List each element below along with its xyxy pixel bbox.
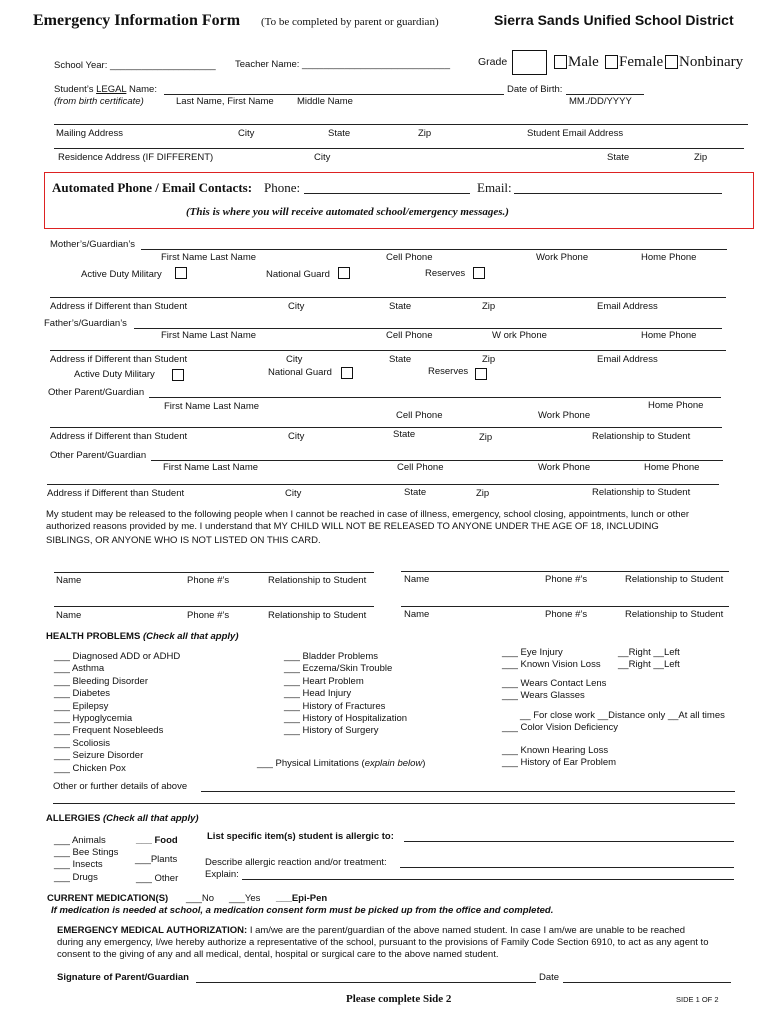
other-guardian-2-cell-caption: Cell Phone <box>397 462 444 473</box>
authorization-line-3: consent to the giving of any and all medical, dental, hospital or surgical care to the above named student. <box>57 949 499 960</box>
health-item[interactable]: ___ Epilepsy <box>54 700 109 712</box>
release-contact-3-line[interactable] <box>54 606 374 607</box>
allergy-explain-line[interactable] <box>242 879 734 880</box>
health-item[interactable]: ___ Chicken Pox <box>54 762 126 774</box>
mailing-zip-caption: Zip <box>418 128 432 139</box>
release-contact-3-phone-caption: Phone #’s <box>187 610 230 621</box>
father-reserves-label: Reserves <box>428 366 469 377</box>
automated-contacts-label: Automated Phone / Email Contacts: <box>52 180 253 195</box>
father-work-caption: W ork Phone <box>492 330 547 341</box>
father-name-line[interactable] <box>134 328 722 329</box>
allergy-animals[interactable]: ___ Animals <box>54 835 106 846</box>
medication-yes[interactable]: ___Yes <box>229 893 261 904</box>
last-first-caption: Last Name, First Name <box>176 96 274 107</box>
other-guardian-1-address-caption: Address if Different than Student <box>50 431 188 442</box>
dob-line[interactable] <box>566 94 644 95</box>
other-guardian-1-label: Other Parent/Guardian <box>48 387 145 398</box>
release-contact-1-relationship-caption: Relationship to Student <box>268 575 367 586</box>
mother-active-duty-label: Active Duty Military <box>81 269 162 280</box>
residence-city-caption: City <box>314 152 331 163</box>
mother-reserves-label: Reserves <box>425 268 466 279</box>
mother-home-caption: Home Phone <box>641 252 697 263</box>
female-label: Female <box>619 54 664 70</box>
mother-city-caption: City <box>288 301 305 312</box>
health-item[interactable]: ___ Head Injury <box>284 688 352 700</box>
date-label: Date <box>539 972 560 983</box>
health-item[interactable]: ___ Heart Problem <box>284 675 364 687</box>
allergy-food[interactable]: ___ Food <box>136 835 178 846</box>
nonbinary-label: Nonbinary <box>679 54 744 70</box>
allergies-heading: ALLERGIES (Check all that apply) <box>46 813 199 824</box>
residence-line[interactable] <box>54 148 744 149</box>
mother-national-guard-checkbox[interactable] <box>338 267 350 279</box>
father-active-duty-label: Active Duty Military <box>74 369 155 380</box>
release-contact-2-name-caption: Name <box>404 574 430 585</box>
mother-cell-caption: Cell Phone <box>386 252 433 263</box>
release-paragraph-line-1: My student may be released to the following people when I cannot be reached in case of illness, emergency, school closing, appointments, lunch or other <box>46 509 690 520</box>
automated-phone-field[interactable] <box>304 193 470 194</box>
other-guardian-2-state-caption: State <box>404 487 427 498</box>
other-guardian-1-work-caption: Work Phone <box>538 410 591 421</box>
other-guardian-1-state-caption: State <box>393 429 416 440</box>
father-address-line[interactable] <box>50 350 726 351</box>
other-guardian-2-work-caption: Work Phone <box>538 462 591 473</box>
other-guardian-2-home-caption: Home Phone <box>644 462 700 473</box>
release-contact-3-relationship-caption: Relationship to Student <box>268 610 367 621</box>
release-contact-2-line[interactable] <box>401 571 729 572</box>
other-guardian-2-city-caption: City <box>285 488 302 499</box>
school-year-field[interactable]: School Year: ____________________ <box>54 60 216 71</box>
automated-contacts-note: (This is where you will receive automated school/emergency messages.) <box>186 206 509 218</box>
female-checkbox[interactable] <box>605 55 618 69</box>
other-guardian-2-relationship-caption: Relationship to Student <box>592 487 691 498</box>
health-problems-heading: HEALTH PROBLEMS (Check all that apply) <box>46 631 239 642</box>
contact-lens-item[interactable]: ___ Wears Contact Lens <box>502 678 607 689</box>
vision-loss-item[interactable]: ___ Known Vision Loss <box>502 659 601 670</box>
mailing-state-caption: State <box>328 128 351 139</box>
father-email-caption: Email Address <box>597 354 658 365</box>
allergy-reaction-line[interactable] <box>400 867 734 868</box>
mother-address-line[interactable] <box>50 297 726 298</box>
form-title: Emergency Information Form <box>33 12 241 29</box>
other-details-label: Other or further details of above <box>53 781 188 792</box>
glasses-item[interactable]: ___ Wears Glasses <box>502 690 585 701</box>
teacher-name-field[interactable]: Teacher Name: ____________________________ <box>235 59 450 70</box>
health-list-column-1 <box>54 651 180 775</box>
other-details-line-1[interactable] <box>201 791 735 792</box>
release-contact-4-relationship-caption: Relationship to Student <box>625 609 724 620</box>
vision-loss-side[interactable]: __Right __Left <box>618 659 680 670</box>
allergy-plants[interactable]: ___Plants <box>135 854 178 865</box>
other-guardian-1-cell-caption: Cell Phone <box>396 410 443 421</box>
allergy-insects[interactable]: ___ Insects <box>54 859 103 870</box>
nonbinary-checkbox[interactable] <box>665 55 678 69</box>
date-line[interactable] <box>563 982 731 983</box>
health-item[interactable]: ___ Bladder Problems <box>284 651 378 662</box>
health-item[interactable]: ___ Eczema/Skin Trouble <box>284 663 393 675</box>
release-contact-1-line[interactable] <box>54 572 374 573</box>
automated-email-label: Email: <box>477 180 512 195</box>
complete-side-2-note: Please complete Side 2 <box>346 993 452 1005</box>
father-name-caption: First Name Last Name <box>161 330 257 341</box>
health-item[interactable]: ___ History of Surgery <box>284 725 379 737</box>
authorization-line-1: EMERGENCY MEDICAL AUTHORIZATION: I am/we are the parent/guardian of the above named student. In case I am/we are unable to be reached <box>57 925 685 936</box>
mailing-line[interactable] <box>54 124 748 125</box>
mother-label: Mother’s/Guardian’s <box>50 239 136 250</box>
father-cell-caption: Cell Phone <box>386 330 433 341</box>
dob-format: MM./DD/YYYY <box>569 96 632 107</box>
other-guardian-1-city-caption: City <box>288 431 305 442</box>
health-item[interactable]: ___ Scoliosis <box>54 737 110 749</box>
eye-injury-side[interactable]: __Right __Left <box>618 647 680 658</box>
father-zip-caption: Zip <box>482 354 496 365</box>
mother-active-duty-checkbox[interactable] <box>175 267 187 279</box>
other-guardian-2-zip-caption: Zip <box>476 488 490 499</box>
automated-email-field[interactable] <box>514 193 722 194</box>
physical-limitations-item[interactable]: ___ Physical Limitations (explain below) <box>257 758 426 769</box>
mother-address-caption: Address if Different than Student <box>50 301 188 312</box>
other-guardian-1-home-caption: Home Phone <box>648 400 704 411</box>
health-item[interactable]: ___ Frequent Nosebleeds <box>54 725 164 737</box>
allergy-drugs[interactable]: ___ Drugs <box>54 872 98 883</box>
male-label: Male <box>568 54 599 70</box>
allergy-list-line[interactable] <box>404 841 734 842</box>
other-guardian-1-name-caption: First Name Last Name <box>164 401 260 412</box>
other-guardian-1-name-line[interactable] <box>149 397 721 398</box>
page-indicator: SIDE 1 OF 2 <box>676 995 719 1004</box>
health-item[interactable]: ___ Diabetes <box>54 688 110 700</box>
mother-name-line[interactable] <box>141 249 727 250</box>
dob-label: Date of Birth: <box>507 84 563 95</box>
authorization-line-2: during any emergency, I/we hereby authorize a representative of the school, pursuant to the provisions of Family Code Section 6910, to act as any agent to <box>57 937 709 948</box>
medication-epipen[interactable]: ___Epi-Pen <box>276 893 328 904</box>
mother-state-caption: State <box>389 301 412 312</box>
release-contact-1-name-caption: Name <box>56 575 82 586</box>
release-contact-3-name-caption: Name <box>56 610 82 621</box>
legal-name-line[interactable] <box>164 94 504 95</box>
male-checkbox[interactable] <box>554 55 567 69</box>
mailing-caption: Mailing Address <box>56 128 124 139</box>
other-guardian-1-relationship-caption: Relationship to Student <box>592 431 691 442</box>
residence-zip-caption: Zip <box>694 152 708 163</box>
allergy-bee-stings[interactable]: ___ Bee Stings <box>54 847 119 858</box>
ear-problem-item[interactable]: ___ History of Ear Problem <box>502 757 617 768</box>
allergy-other[interactable]: ___ Other <box>136 873 179 884</box>
father-national-guard-checkbox[interactable] <box>341 367 353 379</box>
hearing-loss-item[interactable]: ___ Known Hearing Loss <box>502 745 609 756</box>
mother-national-guard-label: National Guard <box>266 269 330 280</box>
grade-label: Grade <box>478 56 508 68</box>
health-item[interactable]: ___ History of Hospitalization <box>284 713 408 725</box>
legal-name-label: Student’s LEGAL Name: <box>54 84 157 95</box>
health-item[interactable]: ___ History of Fractures <box>284 700 386 712</box>
mother-email-caption: Email Address <box>597 301 658 312</box>
student-email-caption: Student Email Address <box>527 128 624 139</box>
eye-injury-item[interactable]: ___ Eye Injury <box>502 647 563 658</box>
health-item[interactable]: ___ Bleeding Disorder <box>54 675 149 687</box>
mother-zip-caption: Zip <box>482 301 496 312</box>
other-guardian-2-address-caption: Address if Different than Student <box>47 488 185 499</box>
health-list-column-2 <box>284 651 407 738</box>
father-active-duty-checkbox[interactable] <box>172 369 184 381</box>
automated-phone-label: Phone: <box>264 180 301 195</box>
other-guardian-2-name-line[interactable] <box>151 460 723 461</box>
father-home-caption: Home Phone <box>641 330 697 341</box>
father-national-guard-label: National Guard <box>268 367 332 378</box>
mother-name-caption: First Name Last Name <box>161 252 257 263</box>
mother-reserves-checkbox[interactable] <box>473 267 485 279</box>
other-guardian-2-label: Other Parent/Guardian <box>50 450 147 461</box>
father-city-caption: City <box>286 354 303 365</box>
father-state-caption: State <box>389 354 412 365</box>
district-name: Sierra Sands Unified School District <box>494 12 734 28</box>
allergy-explain-label: Explain: <box>205 869 239 880</box>
other-guardian-2-address-line[interactable] <box>47 484 719 485</box>
health-item[interactable]: ___ Hypoglycemia <box>54 713 133 725</box>
release-contact-4-phone-caption: Phone #’s <box>545 609 588 620</box>
other-guardian-1-zip-caption: Zip <box>479 432 493 443</box>
glasses-usage-options[interactable]: __ For close work __Distance only __At all times <box>520 710 725 721</box>
other-guardian-2-name-caption: First Name Last Name <box>163 462 259 473</box>
health-item[interactable]: ___ Asthma <box>54 663 105 675</box>
father-reserves-checkbox[interactable] <box>475 368 487 380</box>
medication-label: CURRENT MEDICATION(S) <box>47 893 169 904</box>
residence-state-caption: State <box>607 152 630 163</box>
other-details-line-2[interactable] <box>53 803 735 804</box>
residence-caption: Residence Address (IF DIFFERENT) <box>58 152 214 163</box>
middle-name-caption: Middle Name <box>297 96 353 107</box>
signature-label: Signature of Parent/Guardian <box>57 972 189 983</box>
health-item[interactable]: ___ Diagnosed ADD or ADHD <box>54 651 181 662</box>
mother-work-caption: Work Phone <box>536 252 589 263</box>
father-address-caption: Address if Different than Student <box>50 354 188 365</box>
health-item[interactable]: ___ Seizure Disorder <box>54 750 144 762</box>
release-paragraph-line-3: SIBLINGS, OR ANYONE WHO IS NOT LISTED ON THIS CARD. <box>46 535 321 546</box>
allergy-reaction-label: Describe allergic reaction and/or treatment: <box>205 857 387 868</box>
release-contact-1-phone-caption: Phone #’s <box>187 575 230 586</box>
grade-input[interactable] <box>512 50 547 75</box>
release-contact-2-relationship-caption: Relationship to Student <box>625 574 724 585</box>
release-contact-2-phone-caption: Phone #’s <box>545 574 588 585</box>
birth-certificate-note: (from birth certificate) <box>54 96 144 107</box>
other-guardian-1-address-line[interactable] <box>50 427 722 428</box>
release-contact-4-name-caption: Name <box>404 609 430 620</box>
medication-no[interactable]: ___No <box>186 893 214 904</box>
release-contact-4-line[interactable] <box>401 606 729 607</box>
medication-note: If medication is needed at school, a medication consent form must be picked up from the office and completed. <box>51 905 554 916</box>
allergy-list-label: List specific item(s) student is allergic to: <box>207 831 394 842</box>
mailing-city-caption: City <box>238 128 255 139</box>
release-paragraph-line-2: authorized reasons provided by me. I understand that MY CHILD WILL NOT BE RELEASED TO ANYONE UNDER THE AGE OF 18, INCLUDING <box>46 521 659 532</box>
color-vision-item[interactable]: ___ Color Vision Deficiency <box>502 722 618 733</box>
father-label: Father’s/Guardian’s <box>44 318 127 329</box>
signature-line[interactable] <box>196 982 536 983</box>
form-subtitle: (To be completed by parent or guardian) <box>261 16 439 28</box>
